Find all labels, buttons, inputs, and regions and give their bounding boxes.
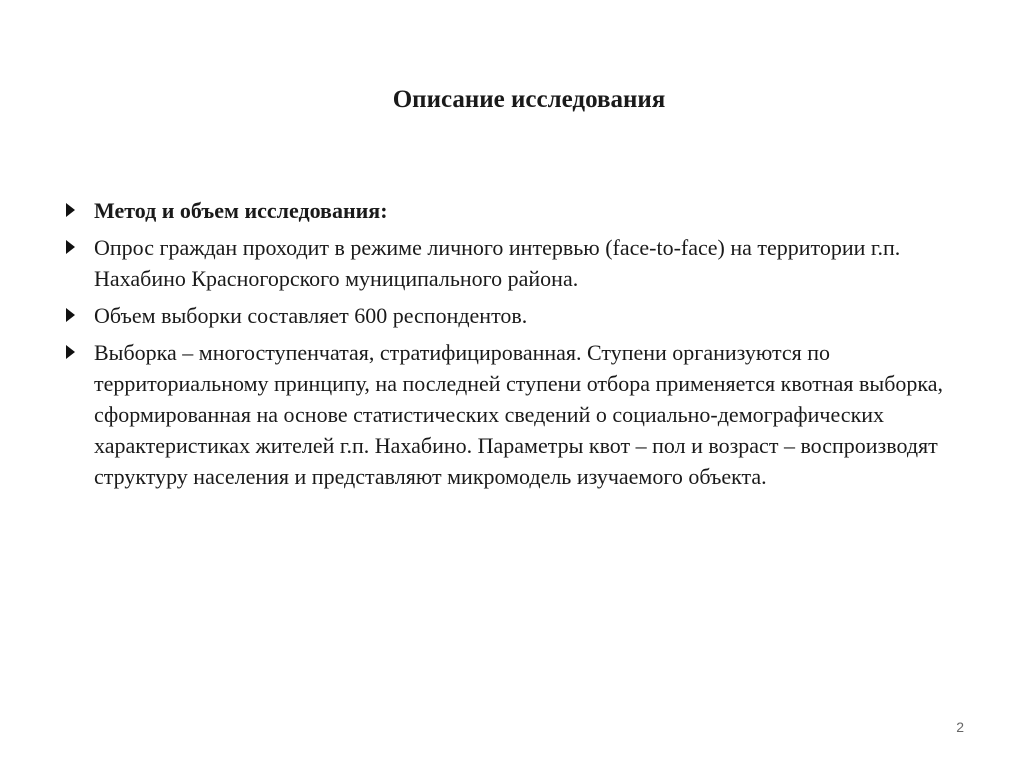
bullet-text: Метод и объем исследования: xyxy=(94,198,388,223)
triangle-bullet-icon xyxy=(66,203,75,217)
bullet-item-method xyxy=(62,195,962,226)
bullet-list xyxy=(62,195,962,498)
bullet-item-sampling xyxy=(62,337,962,492)
bullet-item-survey xyxy=(62,232,962,294)
triangle-bullet-icon xyxy=(66,345,75,359)
triangle-bullet-icon xyxy=(66,240,75,254)
bullet-text: Опрос граждан проходит в режиме личного интервью (face-to-face) на территории г.п. Нахабино Красногорского муниципального района. xyxy=(94,235,901,291)
bullet-text: Объем выборки составляет 600 респондентов. xyxy=(94,303,528,328)
bullet-text: Выборка – многоступенчатая, стратифицированная. Ступени организуются по территориальному принципу, на последней ступени отбора применяется квотная выборка, сформированная на основе статистических сведений о социально-демографических характеристиках жителей г.п. Нахабино. Параметры квот – пол и возраст – воспроизводят структуру населения и представляют микромодель изучаемого объекта. xyxy=(94,340,944,489)
slide-title: Описание исследования xyxy=(392,86,666,113)
bullet-item-sample-size xyxy=(62,300,962,331)
triangle-bullet-icon xyxy=(66,308,75,322)
page-number: 2 xyxy=(956,719,964,735)
